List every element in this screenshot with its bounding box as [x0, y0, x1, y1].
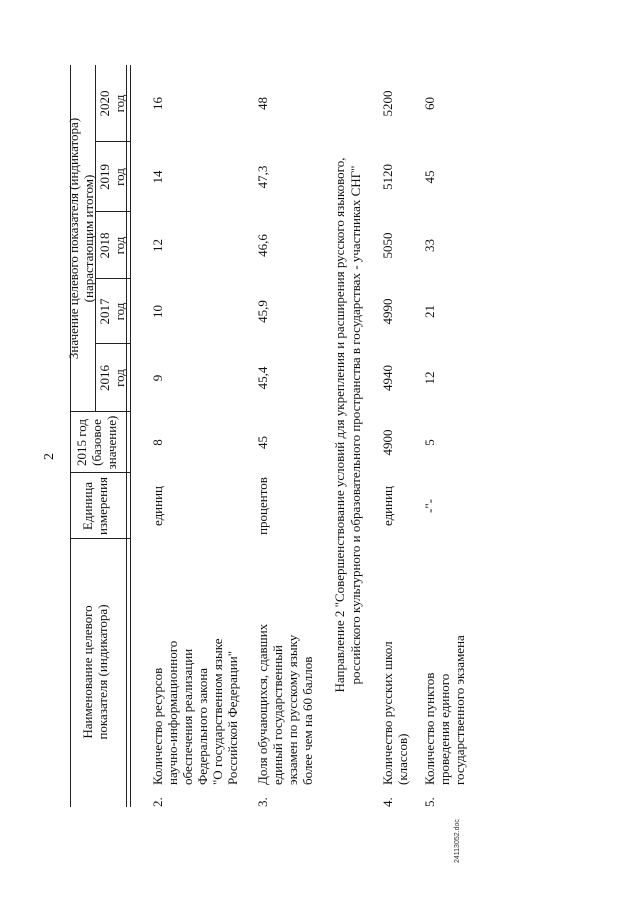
row-value-2017: 4990	[380, 298, 395, 325]
row-unit: процентов	[255, 477, 270, 535]
row-base-value: 45	[255, 436, 270, 449]
row-number: 4.	[380, 797, 395, 807]
header-base-year: 2015 год (базовое значение)	[74, 415, 119, 470]
section-heading: Направление 2 "Совершенствование условий для укрепления и расширения русского языкового, российского культурного и образовательного пространства в государствах - участниках СНГ"	[332, 157, 363, 693]
header-year-2016: 2016 год	[97, 365, 127, 391]
row-value-2017: 21	[422, 305, 437, 318]
header-year-2020: 2020 год	[97, 90, 127, 117]
row-value-2016: 45,4	[255, 366, 270, 390]
header-year-2017: 2017 год	[97, 298, 127, 325]
row-value-2019: 45	[422, 170, 437, 184]
header-bottom-rule-double	[130, 65, 131, 807]
row-value-2016: 4940	[380, 365, 395, 391]
row-value-2020: 5200	[380, 90, 395, 117]
row-unit: -"-	[422, 499, 437, 513]
row-value-2017: 10	[150, 305, 165, 318]
row-number: 3.	[255, 797, 270, 807]
row-value-2018: 33	[422, 239, 437, 252]
row-value-2020: 16	[150, 97, 165, 110]
footer-file-code: 24113052.doc	[454, 819, 461, 863]
row-base-value: 8	[150, 439, 165, 446]
row-value-2019: 5120	[380, 164, 395, 190]
row-value-2020: 48	[255, 97, 270, 110]
row-unit: единиц	[150, 485, 165, 527]
row-indicator-name: Количество ресурсов научно-информационного обеспечения реализации Федерального закона "О государственном языке Российской Федерации"	[150, 638, 240, 785]
row-value-2018: 12	[150, 239, 165, 252]
row-number: 5.	[422, 797, 437, 807]
header-year-2018: 2018 год	[97, 232, 127, 259]
row-indicator-name: Доля обучающихся, сдавших единый государственный экзамен по русскому языку более чем на 60 баллов	[255, 623, 315, 785]
header-target-group: Значение целевого показателя (индикатора) (нарастающим итогом)	[66, 117, 96, 360]
header-unit: Единица измерения	[80, 476, 110, 536]
row-value-2019: 14	[150, 170, 165, 184]
row-value-2017: 45,9	[255, 300, 270, 323]
page-number: 2	[42, 453, 57, 460]
header-year-2019: 2019 год	[97, 164, 127, 190]
row-value-2018: 5050	[380, 232, 395, 259]
row-indicator-name: Количество пунктов проведения единого государственного экзамена	[422, 635, 467, 785]
row-base-value: 5	[422, 439, 437, 446]
rotated-document-sheet	[42, 45, 470, 865]
row-indicator-name: Количество русских школ (классов)	[380, 641, 410, 785]
header-indicator-name: Наименование целевого показателя (индикатора)	[80, 604, 110, 740]
row-value-2019: 47,3	[255, 165, 270, 189]
row-number: 2.	[150, 797, 165, 807]
row-base-value: 4900	[380, 429, 395, 456]
row-value-2016: 12	[422, 371, 437, 385]
row-unit: единиц	[380, 485, 395, 527]
row-value-2020: 60	[422, 97, 437, 110]
row-value-2018: 46,6	[255, 234, 270, 257]
row-value-2016: 9	[150, 374, 165, 382]
